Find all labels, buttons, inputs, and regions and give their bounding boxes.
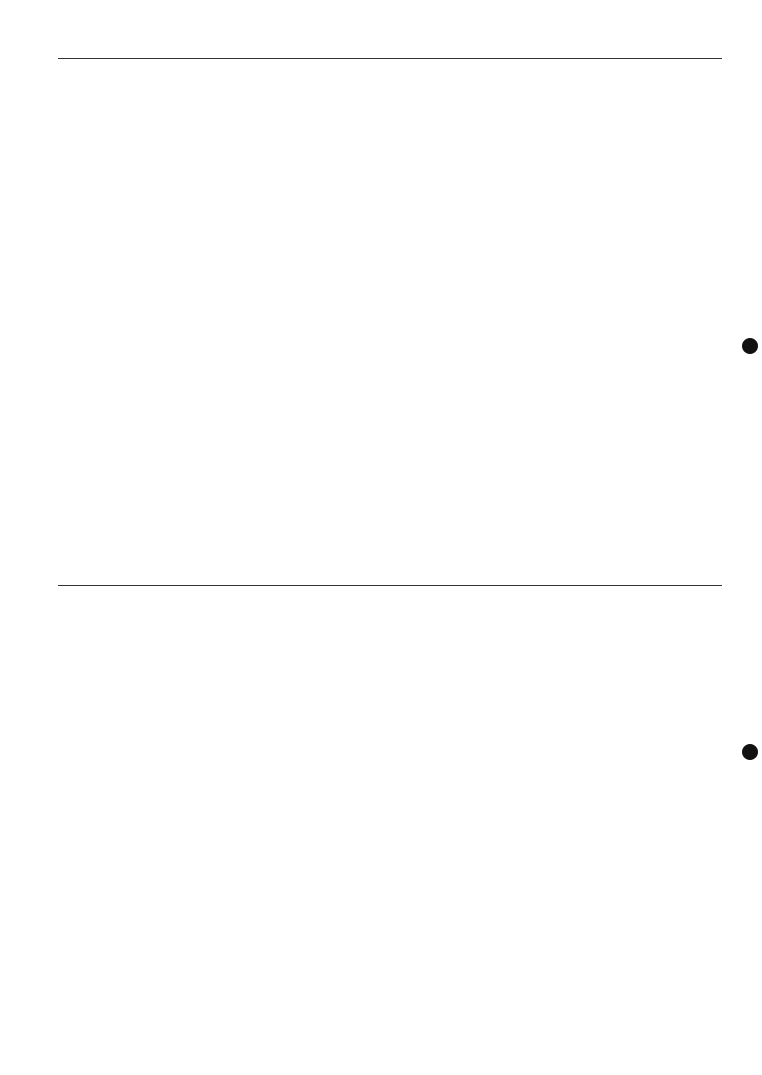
ordinance-75: [420, 596, 732, 1066]
binding-hole-mark: [742, 338, 758, 354]
upper-section: [90, 70, 732, 585]
section-divider: [58, 585, 722, 586]
header-rule: [58, 58, 722, 59]
ordinance-76: [90, 596, 420, 1066]
page-header: [0, 0, 762, 62]
binding-hole-mark: [742, 744, 758, 760]
